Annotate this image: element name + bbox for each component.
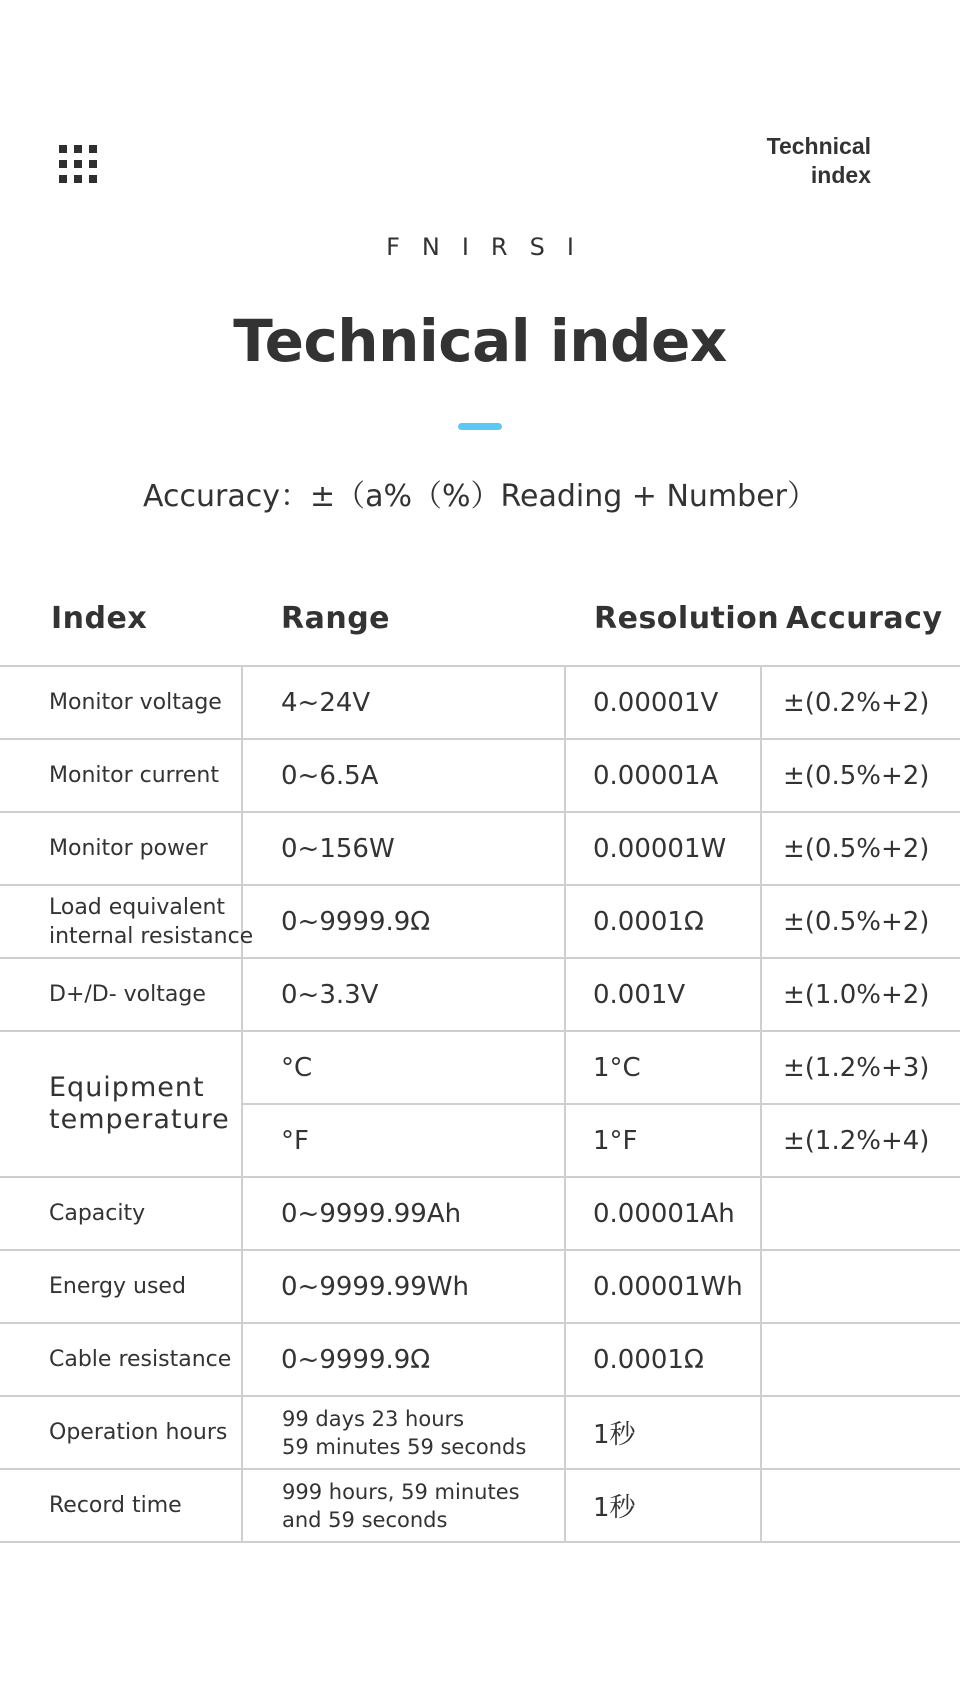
brand-name: FNIRSI bbox=[386, 233, 596, 261]
cell-range: 0~6.5A bbox=[281, 760, 379, 791]
cell-resolution: 0.00001V bbox=[593, 687, 719, 718]
cell-range: 0~156W bbox=[281, 833, 395, 864]
cell-accuracy: ±(1.0%+2) bbox=[783, 979, 930, 1010]
cell-index-monitor-power: Monitor power bbox=[49, 836, 208, 861]
cell-index-line2: internal resistance bbox=[49, 923, 254, 949]
cell-range: 0~9999.9Ω bbox=[281, 906, 431, 937]
cell-resolution: 0.00001Wh bbox=[593, 1271, 743, 1302]
cell-range-line2: and 59 seconds bbox=[282, 1507, 448, 1532]
column-header-resolution: Resolution bbox=[594, 601, 780, 636]
page-title: Technical index bbox=[233, 307, 727, 375]
cell-range: 0~9999.99Ah bbox=[281, 1198, 462, 1229]
cell-index-record-time: Record time bbox=[49, 1493, 182, 1518]
cell-accuracy: ±(0.2%+2) bbox=[783, 687, 930, 718]
cell-index-operation-hours: Operation hours bbox=[49, 1420, 228, 1445]
cell-resolution: 0.0001Ω bbox=[593, 906, 704, 937]
cell-range-line2: 59 minutes 59 seconds bbox=[282, 1434, 527, 1459]
cell-index-line2: temperature bbox=[49, 1104, 230, 1135]
cell-range: 0~3.3V bbox=[281, 979, 379, 1010]
cell-resolution: 1秒 bbox=[593, 1493, 636, 1523]
column-header-accuracy: Accuracy bbox=[786, 601, 943, 636]
cell-index-equipment-temperature bbox=[49, 1032, 230, 1176]
cell-range-line1: 999 hours, 59 minutes bbox=[282, 1479, 520, 1504]
cell-index-monitor-current: Monitor current bbox=[49, 763, 219, 788]
grid-menu-icon[interactable] bbox=[59, 145, 99, 185]
cell-accuracy: ±(0.5%+2) bbox=[783, 760, 930, 791]
cell-index-energy-used: Energy used bbox=[49, 1274, 186, 1299]
column-header-range: Range bbox=[281, 601, 391, 636]
cell-resolution: 0.00001Ah bbox=[593, 1198, 735, 1229]
cell-range-multiline bbox=[282, 1470, 520, 1541]
cell-resolution: 0.00001W bbox=[593, 833, 727, 864]
corner-title-line1: Technical bbox=[766, 133, 871, 159]
cell-resolution: 1°F bbox=[593, 1125, 638, 1156]
corner-title-line2: index bbox=[810, 162, 871, 188]
cell-resolution: 1°C bbox=[593, 1052, 641, 1083]
accuracy-formula: Accuracy：±（a%（%）Reading + Number） bbox=[143, 479, 817, 514]
cell-accuracy: ±(1.2%+4) bbox=[783, 1125, 930, 1156]
cell-accuracy: ±(0.5%+2) bbox=[783, 906, 930, 937]
cell-range: 0~9999.9Ω bbox=[281, 1344, 431, 1375]
cell-accuracy: ±(1.2%+3) bbox=[783, 1052, 930, 1083]
cell-index-load-resistance bbox=[49, 886, 253, 957]
cell-index-capacity: Capacity bbox=[49, 1201, 146, 1226]
cell-range-line1: 99 days 23 hours bbox=[282, 1406, 465, 1431]
cell-index-cable-resistance: Cable resistance bbox=[49, 1347, 232, 1372]
cell-index-monitor-voltage: Monitor voltage bbox=[49, 690, 222, 715]
cell-accuracy: ±(0.5%+2) bbox=[783, 833, 930, 864]
cell-resolution: 0.0001Ω bbox=[593, 1344, 704, 1375]
accent-divider bbox=[458, 423, 502, 430]
corner-title bbox=[711, 132, 871, 190]
cell-resolution: 0.001V bbox=[593, 979, 686, 1010]
column-header-index: Index bbox=[51, 601, 148, 636]
cell-range: 0~9999.99Wh bbox=[281, 1271, 470, 1302]
cell-range: 4~24V bbox=[281, 687, 371, 718]
cell-index-line1: Equipment bbox=[49, 1072, 205, 1103]
cell-range-multiline bbox=[282, 1397, 526, 1468]
cell-resolution: 1秒 bbox=[593, 1420, 636, 1450]
cell-index-line1: Load equivalent bbox=[49, 894, 226, 920]
cell-index-dpdm-voltage: D+/D- voltage bbox=[49, 982, 206, 1007]
cell-range: °F bbox=[281, 1125, 309, 1156]
cell-resolution: 0.00001A bbox=[593, 760, 719, 791]
cell-range: °C bbox=[281, 1052, 313, 1083]
